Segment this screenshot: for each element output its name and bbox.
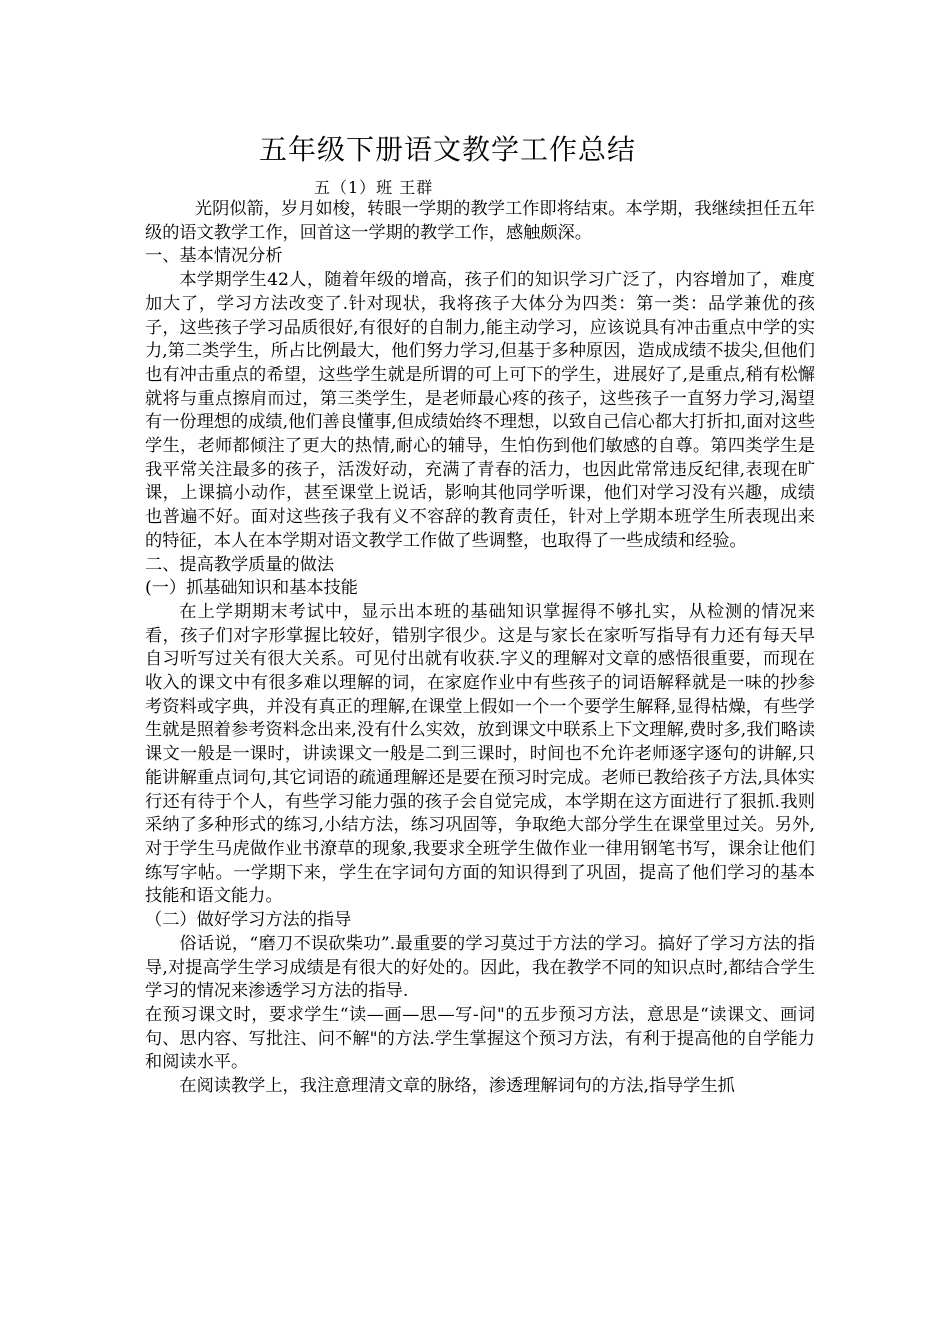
paragraph-learning-methods: 俗话说，“磨刀不误砍柴功”.最重要的学习莫过于方法的学习。搞好了学习方法的指导,对提高学生学习成绩是有很大的好处的。因此，我在教学不同的知识点时,都结合学生学习的情况来渗透学习方法的指导. (145, 933, 815, 1002)
section-heading-1: 一、基本情况分析 (145, 246, 283, 267)
document-title: 五年级下册语文教学工作总结 (258, 133, 636, 166)
section-heading-2: 二、提高教学质量的做法 (145, 554, 335, 575)
paragraph-student-analysis: 本学期学生42人，随着年级的增高，孩子们的知识学习广泛了，内容增加了，难度加大了，学习方法改变了.针对现状，我将孩子大体分为四类：第一类：品学兼优的孩子，这些孩子学习品质很好,有很好的自制力,能主动学习，应该说具有冲击重点中学的实力,第二类学生，所占比例最大，他们努力学习,但基于多种原因，造成成绩不拔尖,但他们也有冲击重点的希望，这些学生就是所谓的可上可下的学生，进展好了,是重点,稍有松懈就将与重点擦肩而过，第三类学生，是老师最心疼的孩子，这些孩子一直努力学习,渴望有一份理想的成绩,他们善良懂事,但成绩始终不理想，以致自己信心都大打折扣,面对这些学生，老师都倾注了更大的热情,耐心的辅导，生怕伤到他们敏感的自尊。第四类学生是我平常关注最多的孩子，活泼好动，充满了青春的活力，也因此常常违反纪律,表现在旷课，上课搞小动作，甚至课堂上说话，影响其他同学听课，他们对学习没有兴趣，成绩也普遍不好。面对这些孩子我有义不容辞的教育责任，针对上学期本班学生所表现出来的特征，本人在本学期对语文教学工作做了些调整，也取得了一些成绩和经验。 (145, 270, 815, 551)
paragraph-preview-method: 在预习课文时，要求学生“读—画—思—写-问"的五步预习方法，意思是“读课文、画词句、思内容、写批注、问不解"的方法.学生掌握这个预习方法，有利于提高他的自学能力和阅读水平。 (145, 1004, 815, 1073)
document-body (145, 198, 815, 1099)
subsection-heading-2: （二）做好学习方法的指导 (145, 910, 352, 931)
intro-paragraph: 光阴似箭，岁月如梭，转眼一学期的教学工作即将结束。本学期，我继续担任五年级的语文教学工作，回首这一学期的教学工作，感触颇深。 (145, 199, 815, 243)
paragraph-basic-skills: 在上学期期末考试中，显示出本班的基础知识掌握得不够扎实，从检测的情况来看，孩子们对字形掌握比较好，错别字很少。这是与家长在家听写指导有力还有每天早自习听写过关有很大关系。可见付出就有收获.字义的理解对文章的感悟很重要，而现在收入的课文中有很多难以理解的词，在家庭作业中有些孩子的词语解释就是一味的抄参考资料或字典，并没有真正的理解,在课堂上假如一个一个要学生解释,显得枯燥，有些学生就是照着参考资料念出来,没有什么实效，放到课文中联系上下文理解,费时多,我们略读课文一般是一课时，讲读课文一般是二到三课时，时间也不允许老师逐字逐句的讲解,只能讲解重点词句,其它词语的疏通理解还是要在预习时完成。老师已教给孩子方法,具体实行还有待于个人，有些学习能力强的孩子会自觉完成，本学期在这方面进行了狠抓.我则采纳了多种形式的练习,小结方法，练习巩固等，争取绝大部分学生在课堂里过关。另外,对于学生马虎做作业书潦草的现象,我要求全班学生做作业一律用钢笔书写，课余让他们练写字帖。一学期下来，学生在字词句方面的知识得到了巩固，提高了他们学习的基本技能和语文能力。 (145, 601, 815, 907)
document-author: 五（1）班 王群 (314, 178, 434, 197)
paragraph-reading-teaching: 在阅读教学上，我注意理清文章的脉络，渗透理解词句的方法,指导学生抓 (179, 1076, 735, 1097)
subsection-heading-1: (一）抓基础知识和基本技能 (145, 578, 358, 599)
